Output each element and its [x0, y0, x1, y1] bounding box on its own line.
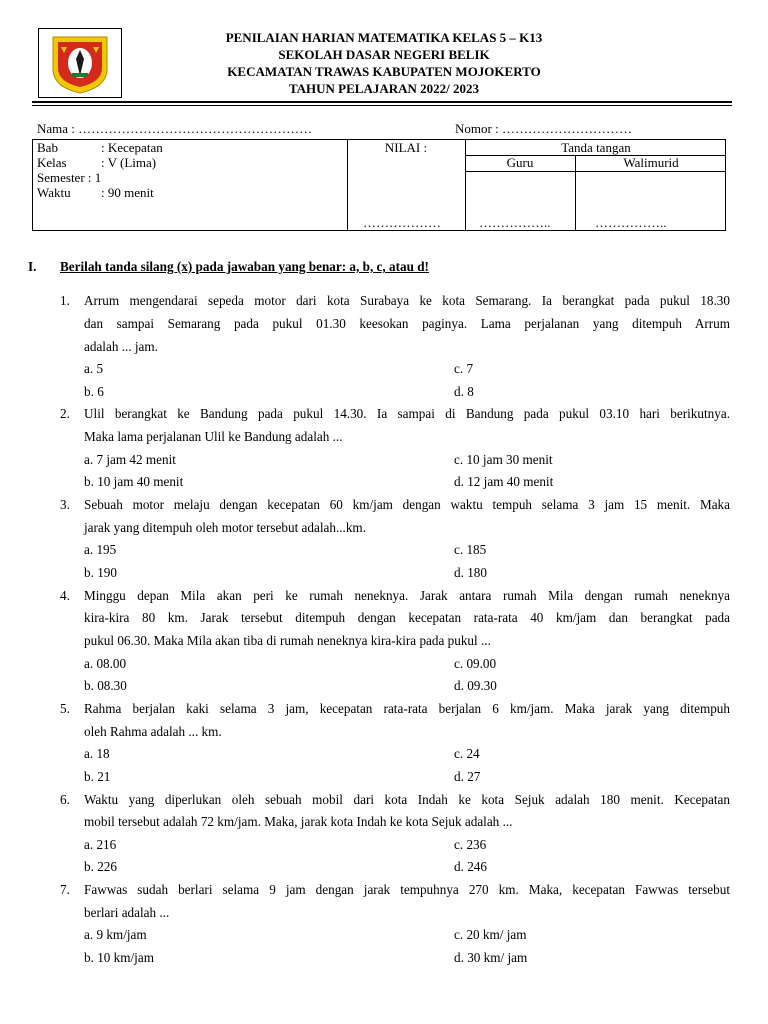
option-c: c. 24	[454, 746, 480, 761]
question-text-line: Maka lama perjalanan Ulil ke Bandung adalah ...	[84, 429, 343, 444]
option-a: a. 195	[84, 542, 117, 557]
question-text-line: pukul 06.30. Maka Mila akan tiba di rumah neneknya kira-kira pada pukul ...	[84, 633, 491, 648]
option-c: c. 10 jam 30 menit	[454, 452, 553, 467]
question-number: 1.	[60, 293, 70, 308]
question-text-line: dan sampai Semarang pada pukul 01.30 keesokan paginya. Lama perjalanan yang ditempuh Arrum	[84, 316, 730, 331]
question-number: 6.	[60, 792, 70, 807]
info-table	[32, 139, 726, 231]
nilai-header: NILAI :	[384, 140, 428, 155]
question-text-line: Fawwas sudah berlari selama 9 jam dengan jarak tempuhnya 270 km. Maka, kecepatan Fawwas tersebut	[84, 882, 730, 897]
option-c: c. 09.00	[454, 656, 497, 671]
option-d: d. 8	[454, 384, 474, 399]
option-c: c. 7	[454, 361, 474, 376]
info-semester: Semester : 1	[37, 170, 102, 185]
question-text-line: oleh Rahma adalah ... km.	[84, 724, 222, 739]
student-number-field: Nomor : …………………………	[455, 121, 632, 136]
option-b: b. 10 jam 40 menit	[84, 474, 184, 489]
option-d: d. 12 jam 40 menit	[454, 474, 554, 489]
question-text-line: Arrum mengendarai sepeda motor dari kota Surabaya ke kota Semarang. Ia berangkat pada pukul 18.30	[84, 293, 730, 308]
header-year-line: TAHUN PELAJARAN 2022/ 2023	[288, 81, 480, 96]
option-b: b. 6	[84, 384, 104, 399]
option-a: a. 9 km/jam	[84, 927, 147, 942]
option-c: c. 20 km/ jam	[454, 927, 527, 942]
header-rule-thin	[32, 105, 732, 106]
section-number: I.	[28, 259, 37, 274]
header-title-line: PENILAIAN HARIAN MATEMATIKA KELAS 5 – K13	[225, 30, 543, 45]
question-number: 5.	[60, 701, 70, 716]
header-rule-thick	[32, 101, 732, 103]
question-number: 2.	[60, 406, 70, 421]
question-number: 4.	[60, 588, 70, 603]
question-number: 7.	[60, 882, 70, 897]
option-b: b. 190	[84, 565, 117, 580]
option-d: d. 09.30	[454, 678, 497, 693]
question-text-line: Ulil berangkat ke Bandung pada pukul 14.30. Ia sampai di Bandung pada pukul 03.10 hari berikutnya.	[84, 406, 730, 421]
option-d: d. 180	[454, 565, 487, 580]
option-d: d. 27	[454, 769, 481, 784]
option-b: b. 21	[84, 769, 111, 784]
student-name-field: Nama : ………………………………………………	[37, 121, 313, 136]
option-b: b. 08.30	[84, 678, 127, 693]
teacher-signature-blank: ……………..	[479, 215, 551, 230]
guardian-column-header: Walimurid	[623, 155, 679, 170]
question-number: 3.	[60, 497, 70, 512]
option-a: a. 5	[84, 361, 104, 376]
section-instruction: Berilah tanda silang (x) pada jawaban yang benar: a, b, c, atau d!	[60, 259, 429, 274]
option-c: c. 185	[454, 542, 487, 557]
info-waktu: Waktu : 90 menit	[37, 185, 154, 200]
info-bab: Bab : Kecepatan	[37, 140, 163, 155]
option-b: b. 10 km/jam	[84, 950, 154, 965]
option-b: b. 226	[84, 859, 117, 874]
option-a: a. 18	[84, 746, 110, 761]
guardian-signature-blank: ……………..	[595, 215, 667, 230]
info-kelas: Kelas : V (Lima)	[37, 155, 157, 170]
question-text-line: Waktu yang diperlukan oleh sebuah mobil dari kota Indah ke kota Sejuk adalah 180 menit. Kecepatan	[84, 792, 730, 807]
option-a: a. 7 jam 42 menit	[84, 452, 176, 467]
question-text-line: Sebuah motor melaju dengan kecepatan 60 km/jam dengan waktu tempuh selama 3 jam 15 menit. Maka	[84, 497, 730, 512]
option-a: a. 08.00	[84, 656, 127, 671]
question-text-line: adalah ... jam.	[84, 339, 158, 354]
signature-header: Tanda tangan	[561, 140, 631, 155]
teacher-column-header: Guru	[506, 155, 534, 170]
question-text-line: berlari adalah ...	[84, 905, 170, 920]
question-text-line: Rahma berjalan kaki selama 3 jam, kecepatan rata-rata berjalan 6 km/jam. Maka jarak yang ditempuh	[84, 701, 730, 716]
question-text-line: kira-kira 80 km. Jarak tersebut ditempuh dengan kecepatan rata-rata 40 km/jam dan berangkat pada	[84, 610, 730, 625]
option-d: d. 30 km/ jam	[454, 950, 528, 965]
question-text-line: jarak yang ditempuh oleh motor tersebut adalah...km.	[84, 520, 366, 535]
header-district-line: KECAMATAN TRAWAS KABUPATEN MOJOKERTO	[227, 64, 541, 79]
option-c: c. 236	[454, 837, 487, 852]
option-d: d. 246	[454, 859, 487, 874]
nilai-blank: ………………	[363, 215, 441, 230]
question-text-line: mobil tersebut adalah 72 km/jam. Maka, jarak kota Indah ke kota Sejuk adalah ...	[84, 814, 513, 829]
question-text-line: Minggu depan Mila akan peri ke rumah neneknya. Jarak antara rumah Mila dengan rumah neneknya	[84, 588, 730, 603]
option-a: a. 216	[84, 837, 117, 852]
header-school-line: SEKOLAH DASAR NEGERI BELIK	[278, 47, 490, 62]
